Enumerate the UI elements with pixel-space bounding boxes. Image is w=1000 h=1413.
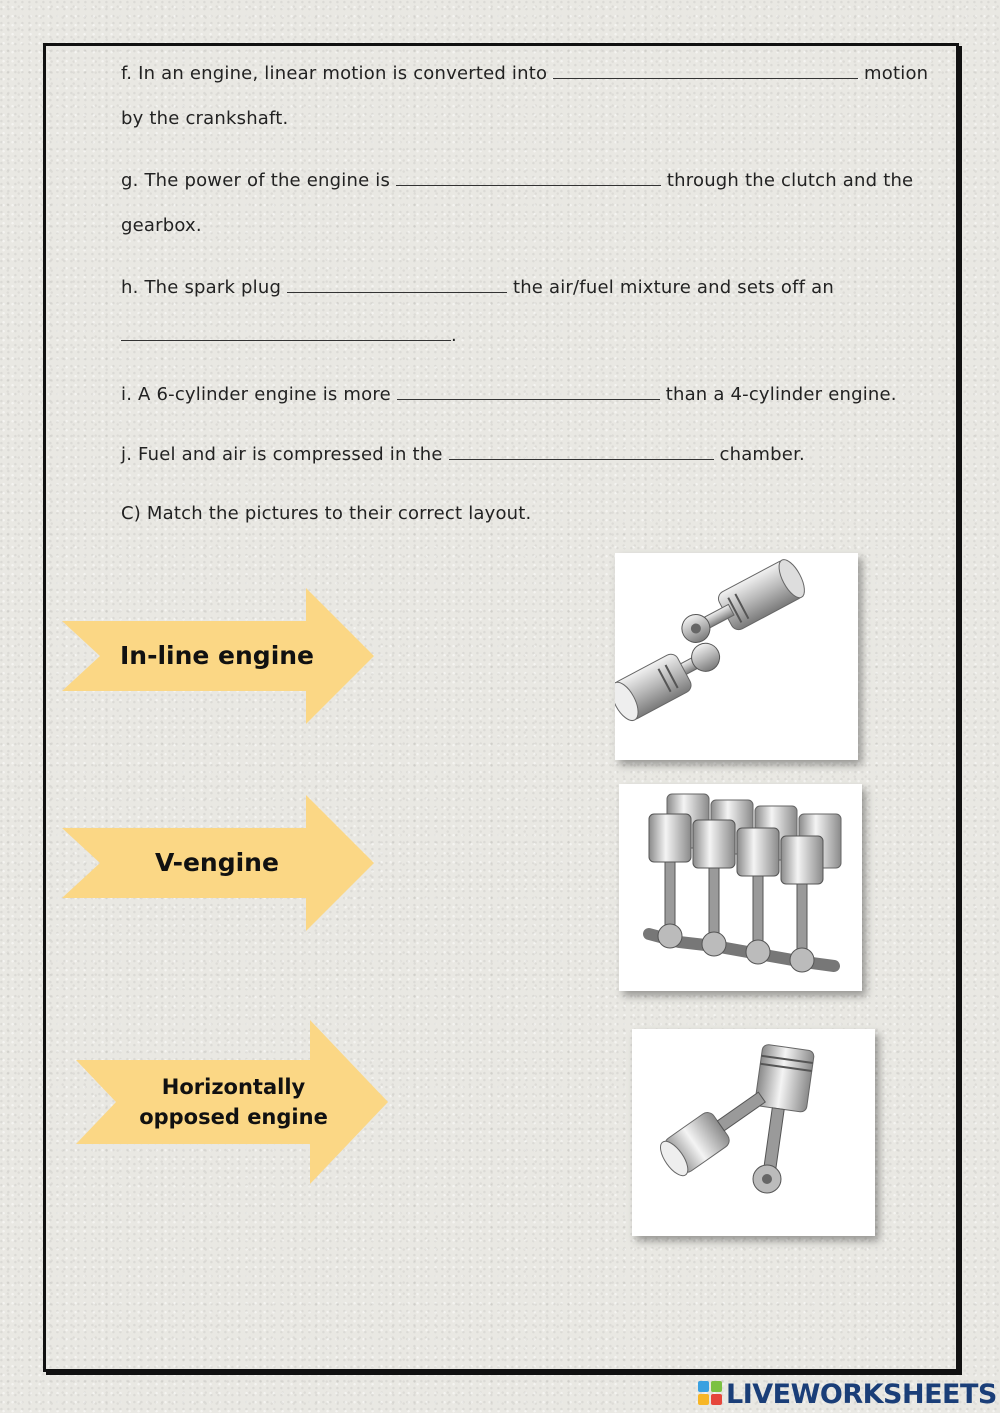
- arrow-label-v: V-engine: [155, 848, 279, 877]
- arrow-label-inline: In-line engine: [119, 641, 315, 670]
- question-h-text: h. The spark plug: [121, 277, 282, 298]
- question-f-text: f. In an engine, linear motion is converted into: [121, 63, 548, 84]
- liveworksheets-logo-icon: [698, 1381, 724, 1407]
- question-g-text-after: through the clutch and the: [666, 170, 914, 191]
- answer-blank-g[interactable]: [396, 167, 661, 186]
- answer-blank-f[interactable]: [553, 60, 858, 79]
- picture-1[interactable]: [615, 553, 858, 760]
- arrow-v-engine[interactable]: [62, 795, 376, 931]
- picture-2[interactable]: [619, 784, 862, 991]
- question-g: [121, 167, 913, 193]
- question-f-text-after: motion: [864, 63, 929, 84]
- question-i-text-after: than a 4-cylinder engine.: [665, 384, 897, 405]
- question-j: [121, 441, 805, 467]
- answer-blank-h2[interactable]: [121, 322, 451, 341]
- arrow-inline-engine[interactable]: [62, 588, 376, 724]
- arrow-horizontally-opposed-engine[interactable]: [76, 1020, 390, 1184]
- question-i-text: i. A 6-cylinder engine is more: [121, 384, 391, 405]
- answer-blank-i[interactable]: [397, 381, 660, 400]
- arrow-label-line1: Horizontally: [161, 1075, 306, 1099]
- question-h-text-after: the air/fuel mixture and sets off an: [512, 277, 834, 298]
- answer-blank-j[interactable]: [449, 441, 714, 460]
- arrow-label-line2: opposed engine: [139, 1105, 328, 1129]
- question-i: [121, 381, 897, 407]
- question-h-line2: [121, 322, 457, 348]
- question-j-text-after: chamber.: [719, 444, 805, 465]
- question-h: [121, 274, 834, 300]
- question-f: [121, 60, 928, 86]
- question-h-period: .: [451, 325, 457, 346]
- question-g-text: g. The power of the engine is: [121, 170, 391, 191]
- liveworksheets-logo[interactable]: [698, 1376, 997, 1412]
- arrow-label-horizontal: [106, 1064, 361, 1140]
- question-f-line2: by the crankshaft.: [121, 108, 289, 129]
- question-j-text: j. Fuel and air is compressed in the: [121, 444, 443, 465]
- four-inline-pistons-icon: [619, 784, 862, 991]
- logo-text: LIVEWORKSHEETS: [726, 1378, 997, 1410]
- section-c-instruction: C) Match the pictures to their correct layout.: [121, 503, 532, 524]
- horizontally-opposed-pistons-icon: [615, 553, 858, 760]
- picture-3[interactable]: [632, 1029, 875, 1236]
- answer-blank-h1[interactable]: [287, 274, 507, 293]
- question-g-line2: gearbox.: [121, 215, 202, 236]
- v-pistons-icon: [632, 1029, 875, 1236]
